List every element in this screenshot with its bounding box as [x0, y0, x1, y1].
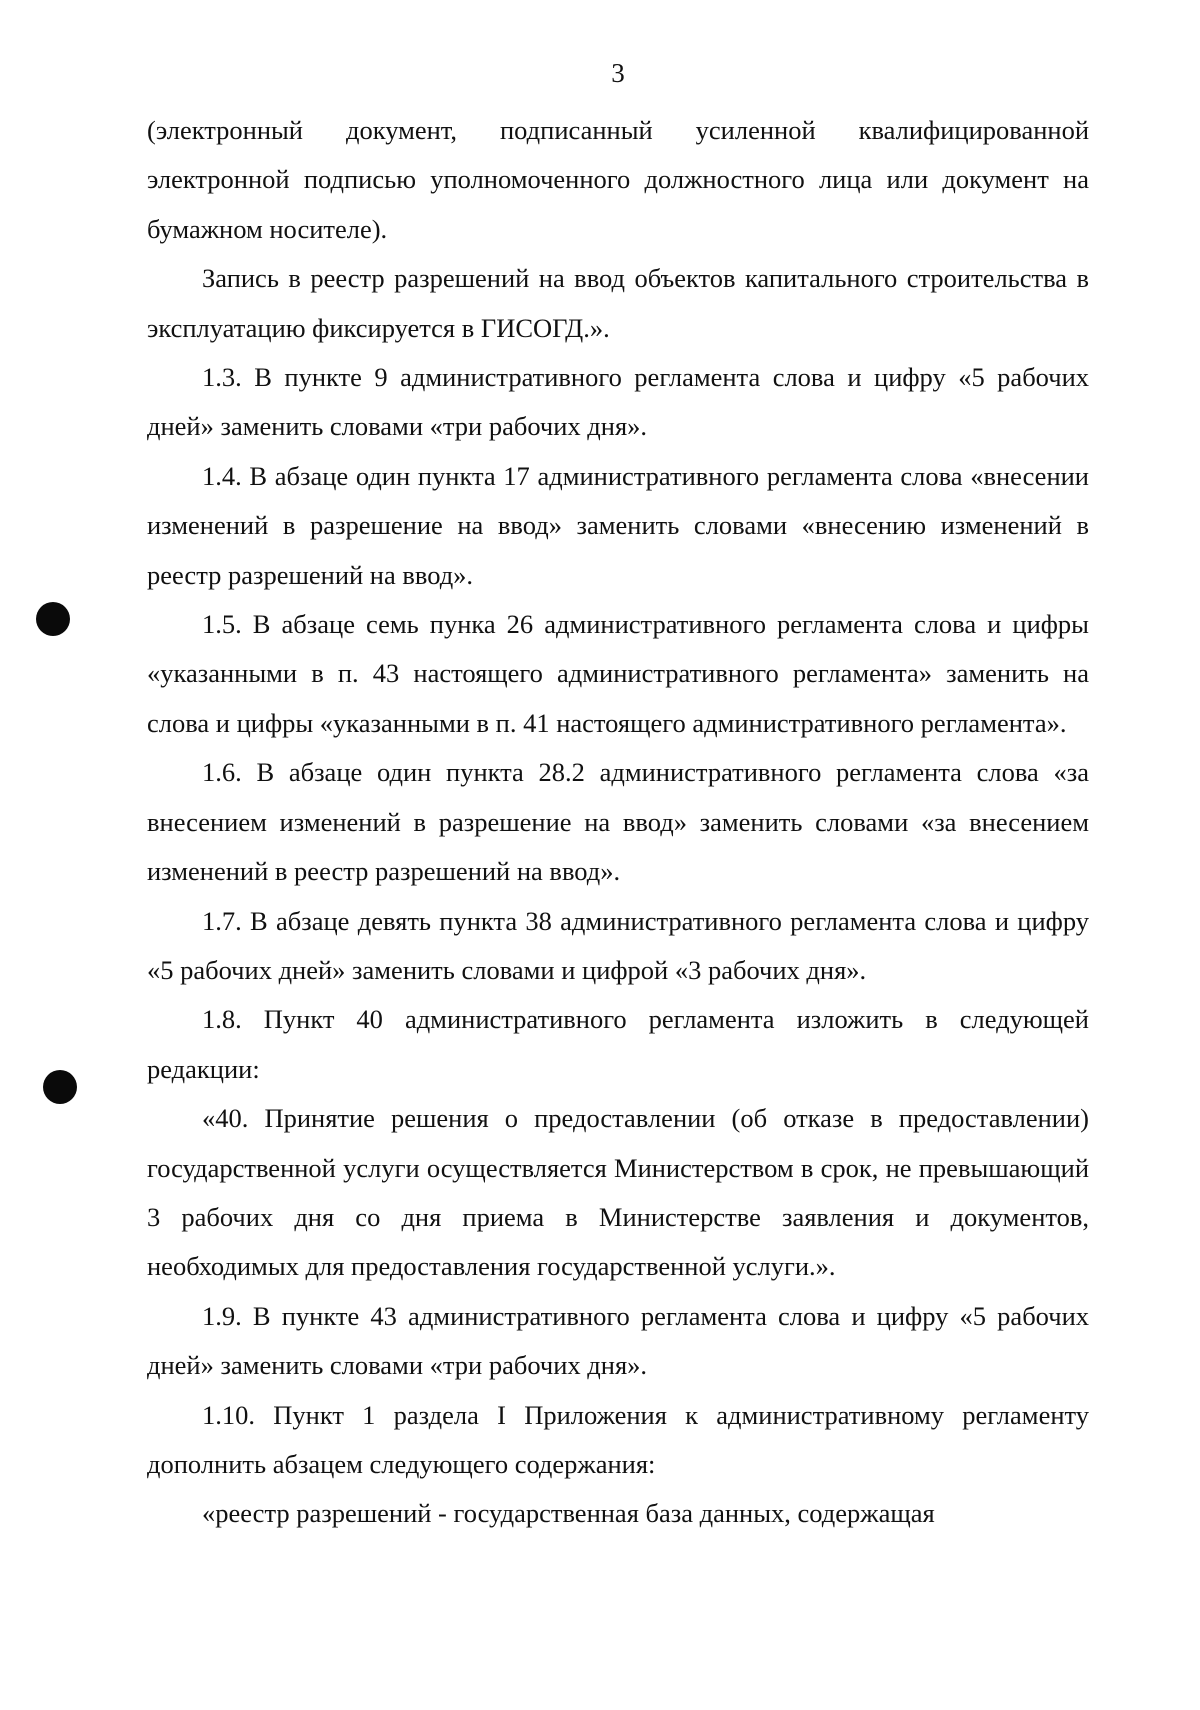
document-body — [147, 106, 1089, 1539]
paragraph-1-8: 1.8. Пункт 40 административного регламента изложить в следующей редакции: — [147, 1004, 1089, 1084]
paragraph-1-6: 1.6. В абзаце один пункта 28.2 административного регламента слова «за внесением изменений в разрешение на ввод» заменить словами «за внесением изменений в реестр разрешений на ввод». — [147, 757, 1089, 887]
paragraph-registry-definition: «реестр разрешений - государственная база данных, содержащая — [202, 1498, 935, 1529]
paragraph-40-quote: «40. Принятие решения о предоставлении (об отказе в предоставлении) государственной услуги осуществляется Министерством в срок, не превышающий 3 рабочих дня со дня приема в Министерстве заявления и документов, необходимых для предоставления государственной услуги.». — [147, 1103, 1089, 1282]
page-number: 3 — [611, 58, 625, 88]
paragraph-1-5: 1.5. В абзаце семь пунка 26 административного регламента слова и цифры «указанными в п. 43 настоящего административного регламента» заменить на слова и цифры «указанными в п. 41 настоящего административного регламента». — [147, 609, 1089, 738]
paragraph-1-7: 1.7. В абзаце девять пункта 38 административного регламента слова и цифру «5 рабочих дней» заменить словами и цифрой «3 рабочих дня». — [147, 905, 1089, 985]
paragraph-1-4: 1.4. В абзаце один пункта 17 административного регламента слова «внесении изменений в разрешение на ввод» заменить словами «внесению изменений в реестр разрешений на ввод». — [147, 460, 1089, 590]
paragraph-1-3: 1.3. В пункте 9 административного регламента слова и цифру «5 рабочих дней» заменить словами «три рабочих дня». — [147, 362, 1089, 442]
paragraph-continuation: (электронный документ, подписанный усиленной квалифицированной электронной подписью уполномоченного должностного лица или документ на бумажном носителе). — [147, 115, 1089, 244]
paragraph-registry-record: Запись в реестр разрешений на ввод объектов капитального строительства в эксплуатацию фиксируется в ГИСОГД.». — [147, 263, 1089, 343]
punch-hole-bottom — [43, 1070, 77, 1104]
paragraph-1-10: 1.10. Пункт 1 раздела I Приложения к административному регламенту дополнить абзацем следующего содержания: — [147, 1399, 1089, 1479]
paragraph-1-9: 1.9. В пункте 43 административного регламента слова и цифру «5 рабочих дней» заменить словами «три рабочих дня». — [147, 1300, 1089, 1381]
punch-hole-top — [36, 602, 70, 636]
